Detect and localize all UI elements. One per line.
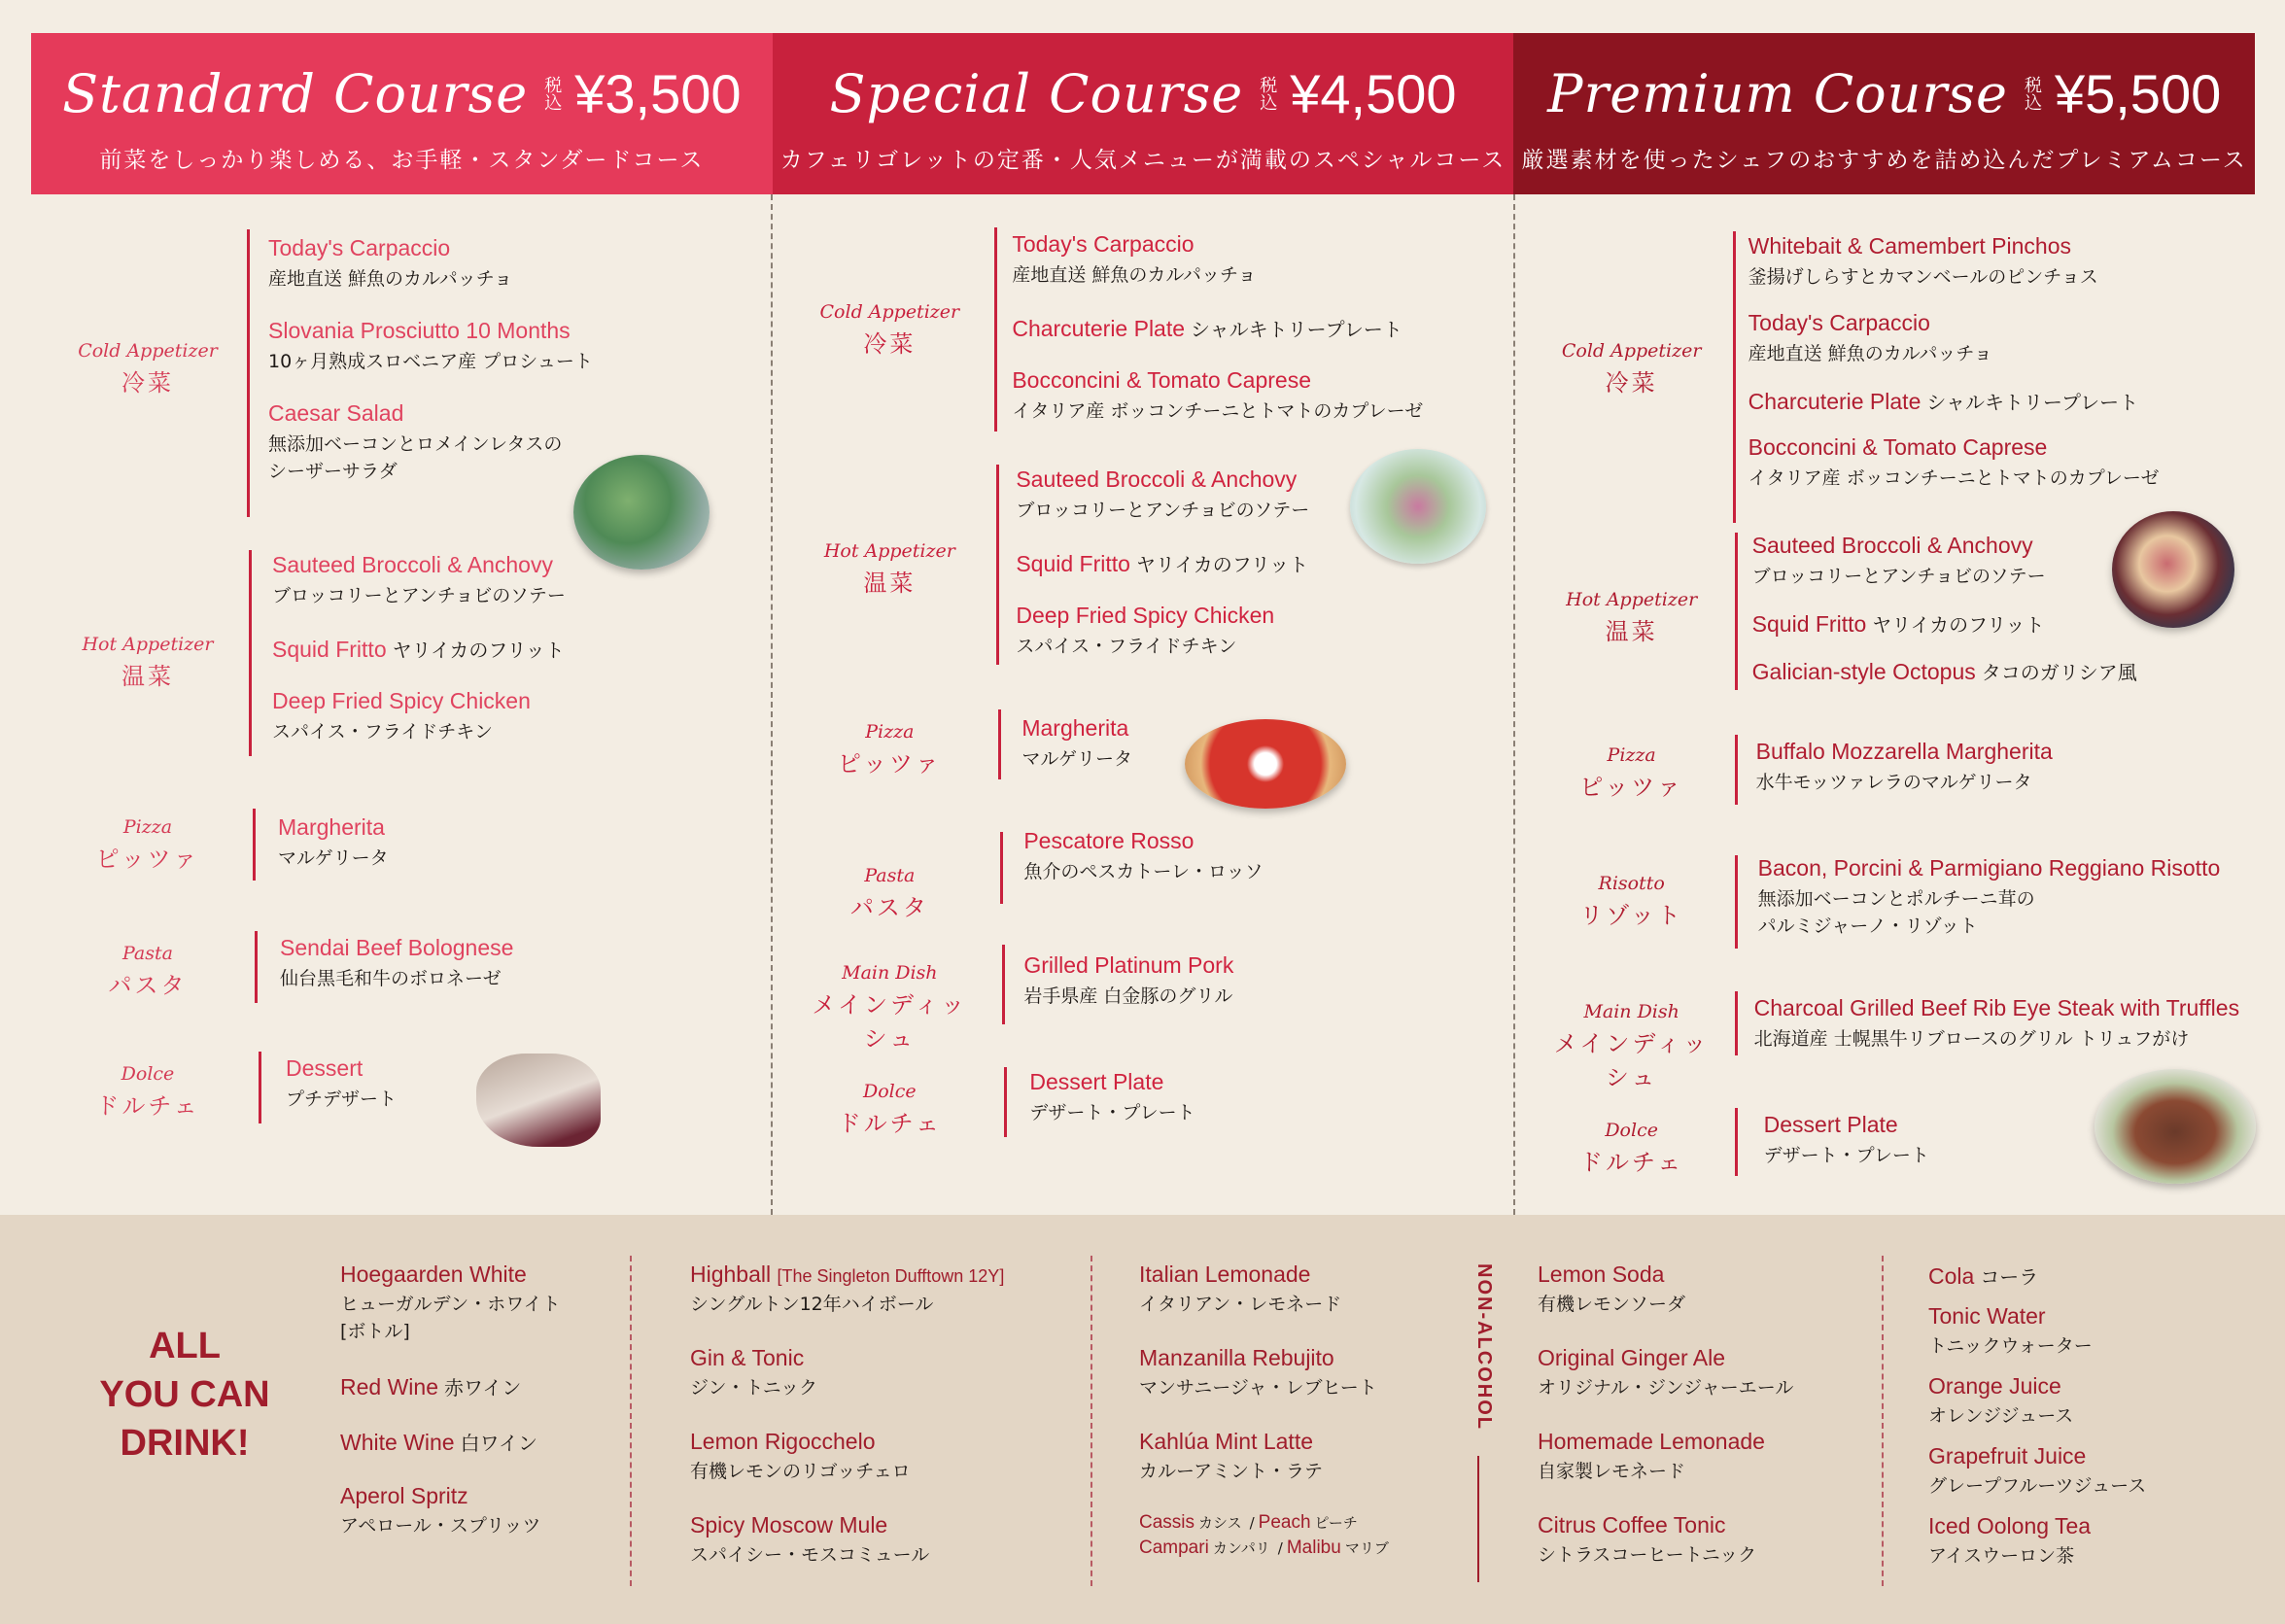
menu-item [286, 1055, 397, 1113]
item-en: Deep Fried Spicy Chicken [1016, 603, 1275, 628]
divider-line [994, 227, 997, 432]
item-en: Margherita [278, 814, 385, 840]
menu-item [272, 688, 566, 745]
item-jp: イタリア産 ボッコンチーニとトマトのカプレーゼ [1012, 400, 1424, 422]
menu-item [272, 635, 566, 663]
divider-line [253, 809, 256, 881]
item-en: Deep Fried Spicy Chicken [272, 688, 531, 713]
drink-en: Malibu [1286, 1538, 1341, 1558]
caesar-salad-illustration [573, 455, 710, 570]
menu-item [1012, 367, 1423, 425]
item-en: Bocconcini & Tomato Caprese [1748, 434, 2048, 460]
tax-label: 税込 [1257, 76, 1278, 111]
item-en: Squid Fritto [272, 637, 387, 662]
drinks-divider [630, 1256, 632, 1586]
drink-item [1538, 1512, 1793, 1569]
item-jp: 釜揚げしらすとカマンベールのピンチョス [1748, 266, 2098, 288]
category-pizza [60, 816, 235, 874]
all-you-can-drink-section [0, 1215, 2285, 1624]
item-jp: スパイス・フライドチキン [1016, 636, 1237, 657]
item-jp: 産地直送 鮮魚のカルパッチョ [1748, 343, 1992, 364]
drink-jp: シトラスコーヒートニック [1538, 1544, 1757, 1566]
category-en: Hot Appetizer [82, 634, 214, 655]
category-jp: パスタ [849, 894, 929, 921]
divider-line [249, 550, 252, 756]
drinks-column-5 [1928, 1261, 2146, 1597]
category-pasta [60, 943, 235, 1000]
drink-jp: トニックウォーター [1928, 1335, 2093, 1357]
category-jp: ピッツァ [837, 750, 942, 777]
divider-line [1733, 231, 1736, 523]
drink-item [1139, 1429, 1393, 1485]
item-jp: マルゲリータ [278, 847, 389, 869]
item-en: Charcuterie Plate [1748, 389, 1921, 414]
category-jp: 温菜 [121, 663, 174, 690]
drink-en: Gin & Tonic [690, 1345, 805, 1370]
hot-appetizer-items [272, 552, 566, 771]
item-jp: プチデザート [286, 1088, 398, 1110]
menu-item [1764, 1112, 1929, 1169]
category-en: Cold Appetizer [78, 340, 218, 362]
item-en: Dessert Plate [1763, 1112, 1898, 1137]
special-course-column [771, 194, 1512, 1215]
item-en: Squid Fritto [1016, 551, 1130, 576]
item-jp: イタリア産 ボッコンチーニとトマトのカプレーゼ [1748, 467, 2160, 489]
drink-item [690, 1429, 1004, 1485]
drink-item [340, 1428, 561, 1456]
drink-en: White Wine [340, 1430, 455, 1455]
item-jp: デザート・プレート [1763, 1145, 1929, 1166]
category-jp: ドルチェ [837, 1110, 942, 1137]
drink-jp: カルーアミント・ラテ [1139, 1461, 1324, 1482]
drink-en: Homemade Lemonade [1538, 1429, 1765, 1454]
item-jp: 魚介のペスカトーレ・ロッソ [1023, 861, 1264, 882]
drink-item [690, 1512, 1004, 1569]
category-en: Hot Appetizer [1566, 589, 1698, 610]
category-main-dish [1544, 1001, 1719, 1092]
drink-en: Italian Lemonade [1139, 1261, 1311, 1287]
hot-appetizer-items [1016, 466, 1309, 685]
drink-item [1139, 1261, 1393, 1318]
drink-en: Cassis [1139, 1512, 1195, 1533]
drink-en: Aperol Spritz [340, 1483, 468, 1508]
drink-jp: [ボトル] [340, 1321, 410, 1342]
item-jp: ブロッコリーとアンチョビのソテー [272, 585, 566, 606]
separator: / [1249, 1514, 1255, 1532]
menu-item [278, 814, 389, 872]
divider-line [1735, 735, 1738, 805]
drink-jp: 有機レモンのリゴッチェロ [690, 1461, 911, 1482]
tax-label: 税込 [541, 76, 563, 111]
category-en: Pizza [122, 816, 173, 838]
drinks-column-4 [1538, 1261, 1793, 1596]
drink-item [1538, 1429, 1793, 1485]
category-en: Dolce [863, 1081, 917, 1102]
item-en: Caesar Salad [268, 400, 404, 426]
dolce-items [1029, 1069, 1194, 1152]
pizza-items [1756, 739, 2053, 821]
category-pizza [802, 721, 977, 778]
charcuterie-illustration [2112, 511, 2234, 628]
menu-item [1756, 739, 2053, 796]
menu-item [1016, 603, 1309, 660]
drink-item [1139, 1512, 1393, 1534]
item-jp: 無添加ベーコンとポルチーニ茸の [1757, 888, 2035, 910]
item-jp: デザート・プレート [1029, 1102, 1195, 1123]
category-cold-appetizer [802, 301, 977, 359]
drink-en: Tonic Water [1928, 1303, 2046, 1329]
drink-jp: オリジナル・ジンジャーエール [1538, 1377, 1794, 1399]
drink-jp: 有機レモンソーダ [1538, 1294, 1686, 1315]
drink-en: Lemon Soda [1538, 1261, 1665, 1287]
pasta-items [280, 935, 513, 1018]
drinks-divider [1882, 1256, 1884, 1586]
category-en: Pizza [865, 721, 915, 743]
item-en: Margherita [1021, 715, 1129, 741]
item-jp: 産地直送 鮮魚のカルパッチョ [268, 268, 513, 290]
category-cold-appetizer [60, 340, 235, 397]
special-course-name: Special Course [829, 62, 1244, 124]
item-jp: 水牛モッツァレラのマルゲリータ [1755, 772, 2032, 793]
menu-item [1012, 314, 1423, 342]
drink-item [1928, 1513, 2146, 1570]
dolce-items [1764, 1112, 1929, 1194]
drink-en-note: [The Singleton Dufftown 12Y] [777, 1266, 1005, 1286]
item-en: Buffalo Mozzarella Margherita [1755, 739, 2053, 764]
drink-jp: 自家製レモネード [1538, 1461, 1686, 1482]
divider-line [996, 465, 999, 665]
menu-item [1752, 657, 2137, 685]
drink-en: Peach [1258, 1512, 1311, 1533]
category-jp: ピッツァ [1579, 774, 1684, 801]
item-en: Galician-style Octopus [1751, 659, 1976, 684]
item-en: Today's Carpaccio [1012, 231, 1194, 257]
non-alcohol-label: NON-ALCOHOL [1473, 1263, 1495, 1431]
drink-jp: ピーチ [1314, 1514, 1358, 1532]
pizza-items [278, 814, 389, 897]
cold-appetizer-items [1012, 231, 1423, 450]
item-en: Sauteed Broccoli & Anchovy [1751, 533, 2033, 558]
category-main-dish [802, 962, 977, 1054]
drink-jp: カシス [1198, 1514, 1242, 1532]
special-course-price: ¥4,500 [1290, 62, 1457, 124]
divider-line [1735, 533, 1738, 690]
category-jp: 温菜 [863, 570, 917, 597]
item-en: Today's Carpaccio [1748, 310, 1930, 335]
item-en: Sauteed Broccoli & Anchovy [1016, 466, 1298, 492]
tax-label: 税込 [2021, 76, 2042, 111]
divider-line [1000, 832, 1003, 904]
main-dish-items [1023, 952, 1233, 1035]
menu-item [1758, 855, 2221, 940]
menu-item [272, 552, 566, 609]
premium-course-banner [1513, 33, 2255, 194]
course-banners [31, 33, 2255, 194]
menu-item [1752, 533, 2137, 590]
risotto-items [1758, 855, 2221, 965]
pizza-items [1021, 715, 1132, 798]
broccoli-illustration [1350, 449, 1486, 564]
menu-item [1016, 466, 1309, 524]
heading-line: DRINK! [120, 1423, 250, 1464]
drink-item [1928, 1303, 2146, 1360]
drink-jp: マンサニージャ・レブヒート [1139, 1377, 1377, 1399]
item-jp: シャルキトリープレート [1926, 391, 2139, 414]
divider-line [998, 709, 1001, 779]
category-jp: ピッツァ [95, 846, 200, 873]
premium-course-price: ¥5,500 [2054, 62, 2222, 124]
category-risotto [1544, 873, 1719, 930]
divider-line [1004, 1067, 1007, 1137]
item-jp: シーザーサラダ [268, 461, 398, 482]
separator: / [1277, 1539, 1283, 1557]
item-en: Dessert Plate [1029, 1069, 1164, 1094]
drink-en: Hoegaarden White [340, 1261, 527, 1287]
cold-appetizer-items [268, 235, 593, 510]
divider-line [1735, 855, 1738, 949]
standard-course-subtitle: 前菜をしっかり楽しめる、お手軽・スタンダードコース [99, 148, 705, 173]
category-jp: メインディッシュ [1553, 1030, 1710, 1091]
premium-course-name: Premium Course [1547, 62, 2008, 124]
item-en: Sendai Beef Bolognese [280, 935, 514, 960]
divider-line [255, 931, 258, 1003]
drink-en: Red Wine [340, 1374, 438, 1399]
main-dish-items [1754, 995, 2239, 1078]
menu-item [1754, 995, 2239, 1053]
item-jp: ブロッコリーとアンチョビのソテー [1751, 566, 2046, 587]
item-jp: 産地直送 鮮魚のカルパッチョ [1012, 264, 1257, 286]
menu-item [1752, 609, 2137, 638]
category-en: Risotto [1598, 873, 1665, 894]
item-en: Charcuterie Plate [1012, 316, 1186, 341]
divider-line [259, 1052, 261, 1123]
category-jp: ドルチェ [1579, 1149, 1684, 1176]
category-pasta [802, 865, 977, 922]
standard-course-name: Standard Course [62, 62, 529, 124]
item-jp: スパイス・フライドチキン [272, 721, 494, 743]
drink-en: Grapefruit Juice [1928, 1443, 2087, 1469]
drink-en: Original Ginger Ale [1538, 1345, 1726, 1370]
drink-jp: ヒューガルデン・ホワイト [340, 1294, 561, 1315]
category-jp: ドルチェ [95, 1092, 200, 1120]
item-en: Slovania Prosciutto 10 Months [268, 318, 571, 343]
menu-item [1016, 549, 1309, 577]
drink-item [340, 1261, 561, 1345]
category-dolce [60, 1063, 235, 1121]
drink-en: Citrus Coffee Tonic [1538, 1512, 1726, 1538]
drink-jp: グレープフルーツジュース [1928, 1475, 2147, 1497]
category-en: Pizza [1607, 744, 1656, 766]
drink-item [690, 1345, 1004, 1401]
drink-en: Lemon Rigocchelo [690, 1429, 876, 1454]
drinks-column-2 [690, 1261, 1004, 1596]
divider-line [1735, 1108, 1738, 1176]
item-en: Charcoal Grilled Beef Rib Eye Steak with Truffles [1753, 995, 2240, 1020]
category-dolce [1544, 1120, 1719, 1177]
drink-item [1928, 1261, 2146, 1290]
drinks-column-1 [340, 1261, 561, 1567]
item-en: Whitebait & Camembert Pinchos [1748, 233, 2072, 259]
all-you-can-drink-heading [78, 1322, 292, 1468]
category-hot-appetizer [60, 634, 235, 691]
dessert-illustration [476, 1054, 601, 1147]
menu-item [1012, 231, 1423, 289]
drink-item [1928, 1443, 2146, 1500]
drink-item [340, 1372, 561, 1400]
category-en: Cold Appetizer [1561, 340, 1702, 362]
category-jp: 冷菜 [121, 369, 174, 397]
category-jp: パスタ [108, 972, 188, 999]
divider-line [247, 229, 250, 517]
item-en: Squid Fritto [1751, 611, 1867, 637]
drink-en: Manzanilla Rebujito [1139, 1345, 1334, 1370]
item-jp: ブロッコリーとアンチョビのソテー [1016, 500, 1310, 521]
category-en: Main Dish [1583, 1001, 1679, 1022]
standard-course-banner [31, 33, 773, 194]
menu-item [1021, 715, 1132, 773]
item-en: Pescatore Rosso [1023, 828, 1194, 853]
drink-item [1538, 1261, 1793, 1318]
category-en: Pasta [122, 943, 173, 964]
drink-jp: オレンジジュース [1928, 1405, 2074, 1427]
menu-item [1748, 387, 2160, 415]
category-jp: 温菜 [1605, 618, 1658, 645]
category-en: Main Dish [842, 962, 938, 984]
item-en: Bocconcini & Tomato Caprese [1012, 367, 1312, 393]
drink-item [1928, 1373, 2146, 1430]
drink-jp: 赤ワイン [443, 1376, 522, 1399]
dolce-items [286, 1055, 397, 1138]
divider-line [1735, 991, 1738, 1055]
premium-course-subtitle: 厳選素材を使ったシェフのおすすめを詰め込んだプレミアムコース [1521, 148, 2247, 173]
drink-jp: スパイシー・モスコミュール [690, 1544, 930, 1566]
drink-item [340, 1483, 561, 1539]
menu-item [1748, 434, 2160, 492]
drink-jp: シングルトン12年ハイボール [690, 1294, 934, 1315]
item-jp: シャルキトリープレート [1191, 318, 1402, 341]
item-jp: パルミジャーノ・リゾット [1757, 916, 1978, 937]
special-course-subtitle: カフェリゴレットの定番・人気メニューが満載のスペシャルコース [779, 148, 1506, 173]
item-en: Sauteed Broccoli & Anchovy [272, 552, 553, 577]
drink-jp: アイスウーロン茶 [1928, 1545, 2075, 1567]
category-en: Pasta [864, 865, 916, 886]
item-jp: ヤリイカのフリット [1872, 613, 2045, 637]
item-jp: ヤリイカのフリット [392, 639, 565, 662]
drinks-divider [1091, 1256, 1092, 1586]
cold-appetizer-items [1748, 233, 2160, 517]
category-dolce [802, 1081, 977, 1138]
pasta-items [1023, 828, 1263, 911]
premium-course-column [1513, 194, 2255, 1215]
special-course-banner [773, 33, 1514, 194]
item-jp: 無添加ベーコンとロメインレタスの [268, 433, 563, 455]
category-jp: 冷菜 [863, 330, 917, 358]
drink-jp: ジン・トニック [690, 1377, 818, 1399]
category-cold-appetizer [1544, 340, 1719, 397]
category-jp: リゾット [1579, 902, 1683, 929]
item-jp: 10ヶ月熟成スロベニア産 プロシュート [268, 351, 593, 372]
drink-en: Kahlúa Mint Latte [1139, 1429, 1314, 1454]
menu-item [1023, 952, 1233, 1010]
category-en: Dolce [121, 1063, 175, 1085]
menu-item [268, 318, 593, 375]
standard-course-column [31, 194, 771, 1215]
category-hot-appetizer [802, 540, 977, 598]
drink-jp: アペロール・スプリッツ [340, 1515, 541, 1537]
drink-en: Highball [690, 1261, 772, 1287]
standard-course-price: ¥3,500 [574, 62, 742, 124]
menu-item [268, 400, 593, 485]
drink-en: Iced Oolong Tea [1928, 1513, 2092, 1538]
course-columns [31, 194, 2255, 1215]
non-alcohol-divider [1477, 1456, 1479, 1582]
heading-line: ALL [149, 1326, 221, 1366]
category-en: Dolce [1605, 1120, 1658, 1141]
item-jp: マルゲリータ [1021, 748, 1132, 770]
drink-item [1538, 1345, 1793, 1401]
drink-en: Orange Juice [1928, 1373, 2061, 1399]
menu-item [1023, 828, 1263, 885]
drink-jp: コーラ [1980, 1265, 2039, 1289]
category-en: Hot Appetizer [823, 540, 955, 562]
item-en: Dessert [286, 1055, 364, 1081]
item-en: Grilled Platinum Pork [1023, 952, 1234, 978]
item-en: Bacon, Porcini & Parmigiano Reggiano Risotto [1757, 855, 2221, 881]
item-en: Today's Carpaccio [268, 235, 451, 260]
item-jp: 岩手県産 白金豚のグリル [1023, 985, 1233, 1007]
category-en: Cold Appetizer [819, 301, 960, 323]
drink-item [1139, 1345, 1393, 1401]
drink-jp: カンパリ [1212, 1539, 1270, 1557]
drink-jp: 白ワイン [460, 1432, 537, 1455]
margherita-pizza-illustration [1185, 719, 1346, 809]
drinks-column-3 [1139, 1261, 1393, 1586]
category-jp: 冷菜 [1605, 369, 1658, 397]
steak-illustration [2095, 1069, 2256, 1184]
menu-item [1748, 310, 2160, 367]
item-jp: タコのガリシア風 [1981, 661, 2137, 684]
drink-en: Spicy Moscow Mule [690, 1512, 888, 1538]
category-hot-appetizer [1544, 589, 1719, 646]
item-jp: 北海道産 士幌黒牛リブロースのグリル トリュフがけ [1753, 1028, 2190, 1050]
menu-item [1748, 233, 2160, 291]
hot-appetizer-items [1752, 533, 2137, 710]
drink-en: Campari [1139, 1538, 1209, 1558]
category-pizza [1544, 744, 1719, 802]
drink-item [690, 1261, 1004, 1318]
drink-jp: マリブ [1344, 1539, 1389, 1557]
drink-item [1139, 1538, 1393, 1559]
drink-en: Cola [1928, 1263, 1975, 1289]
item-jp: 仙台黒毛和牛のボロネーゼ [280, 968, 502, 989]
divider-line [1002, 945, 1005, 1024]
drink-jp: イタリアン・レモネード [1139, 1294, 1342, 1315]
item-jp: ヤリイカのフリット [1135, 553, 1309, 576]
category-jp: メインディッシュ [812, 991, 968, 1053]
menu-item [1029, 1069, 1194, 1126]
menu-item [268, 235, 593, 293]
heading-line: YOU CAN [99, 1374, 270, 1415]
menu-item [280, 935, 513, 992]
